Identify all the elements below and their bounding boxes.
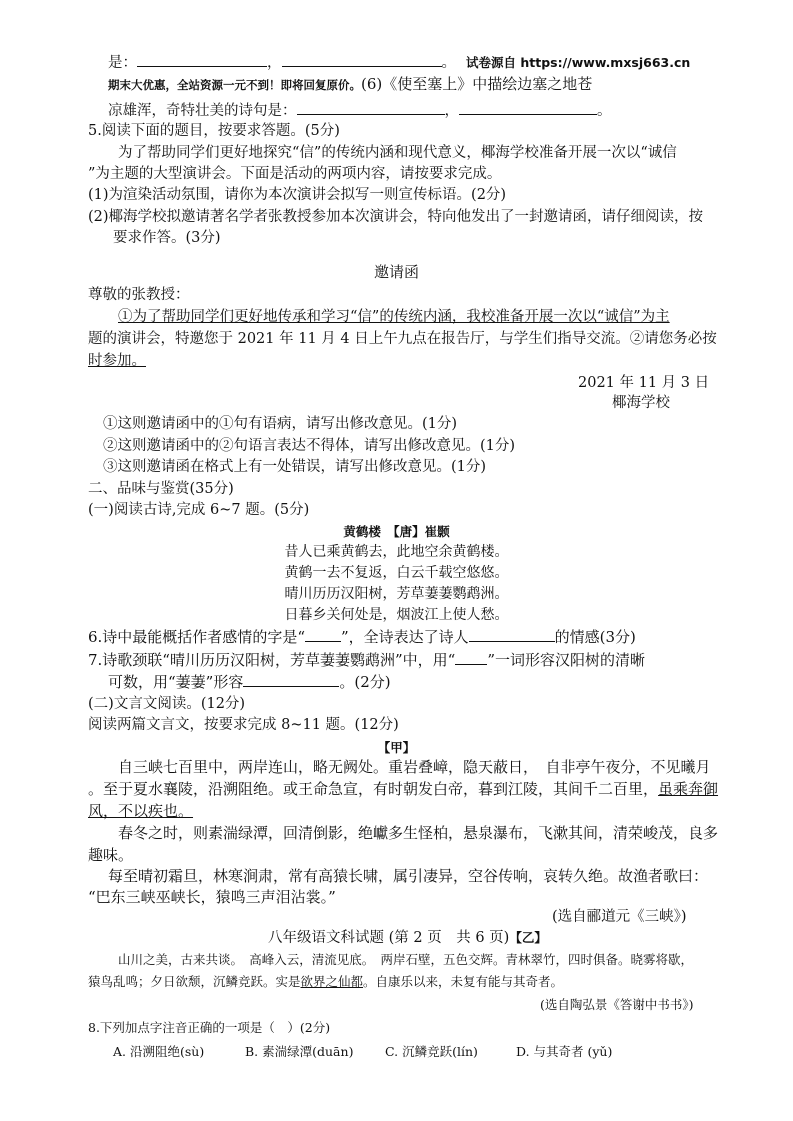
section-2-title: 二、品味与鉴赏(35分) bbox=[88, 481, 234, 497]
jia-p1a: 自三峡七百里中，两岸连山，略无阙处。重岩叠嶂，隐天蔽日， 自非亭午夜分，不见曦月 bbox=[118, 758, 711, 776]
letter-date: 2021 年 11 月 3 日 bbox=[578, 375, 710, 391]
answer-blank bbox=[282, 52, 442, 67]
jia-p3b: “巴东三峡巫峡长，猿鸣三声泪沾裳。” bbox=[88, 888, 336, 906]
yi-p2 bbox=[88, 972, 563, 992]
text: ”，全诗表达了诗人 bbox=[340, 628, 469, 646]
q5-item-3: ③这则邀请函在格式上有一处错误，请写出修改意见。(1分) bbox=[103, 459, 487, 475]
q8-option-d: D. 与其奇者 (yǔ) bbox=[516, 1044, 613, 1059]
part-2-title: (二)文言文阅读。(12分) bbox=[88, 696, 246, 712]
source-watermark: 试卷源自 https://www.mxsj663.cn bbox=[466, 55, 691, 70]
q5-sub-2a: (2)椰海学校拟邀请著名学者张教授参加本次演讲会，特向他发出了一封邀请函，请仔细阅读，按 bbox=[88, 209, 704, 225]
jia-source: (选自郦道元《三峡》) bbox=[552, 909, 687, 925]
q5-item-2: ②这则邀请函中的②句语言表达不得体，请写出修改意见。(1分) bbox=[103, 438, 516, 454]
line-2 bbox=[108, 74, 592, 95]
poem-line-3: 晴川历历汉阳树，芳草萋萋鹦鹉洲。 bbox=[284, 586, 509, 602]
text: 是： bbox=[108, 55, 137, 71]
letter-body-1: ①为了帮助同学们更好地传承和学习“信”的传统内涵，我校准备开展一次以“诚信”为主 bbox=[118, 309, 670, 325]
text: 7.诗歌颈联“晴川历历汉阳树，芳草萋萋鹦鹉洲”中，用“ bbox=[88, 651, 456, 669]
passage-jia-label: 【甲】 bbox=[377, 740, 416, 755]
part-2-intro: 阅读两篇文言文，按要求完成 8~11 题。(12分) bbox=[88, 717, 399, 733]
text: 。至于夏水襄陵，沿溯阻绝。或王命急宣，有时朝发白帝，暮到江陵，其间千二百里， bbox=[88, 780, 659, 798]
letter-salutation: 尊敬的张教授： bbox=[88, 287, 190, 303]
text: 猿鸟乱鸣；夕日欲颓，沉鳞竞跃。实是 bbox=[88, 974, 301, 989]
text: 。 bbox=[441, 55, 456, 71]
yi-p1: 山川之美，古来共谈。 高峰入云，清流见底。 两岸石壁，五色交辉。青林翠竹，四时俱备。晓雾将歇， bbox=[118, 952, 694, 967]
text: ， bbox=[444, 103, 459, 119]
q8-stem: 8.下列加点字注音正确的一项是（ ）(2分) bbox=[88, 1020, 331, 1035]
answer-blank bbox=[455, 650, 487, 665]
letter-body-2 bbox=[88, 329, 717, 349]
letter-body-3: 时参加。 bbox=[88, 353, 146, 369]
text: ， bbox=[267, 55, 282, 71]
promo-text: 期末大优惠，全站资源一元不到！即将回复原价。 bbox=[108, 78, 361, 92]
answer-blank bbox=[243, 672, 339, 687]
text: ”一词形容汉阳树的清晰 bbox=[487, 651, 645, 669]
jia-p1b bbox=[88, 779, 718, 799]
answer-blank bbox=[297, 100, 445, 115]
q8-option-a: A. 沿溯阻绝(sù) bbox=[113, 1044, 205, 1059]
answer-blank bbox=[459, 100, 597, 115]
q7-line-1 bbox=[88, 650, 645, 670]
page-footer bbox=[268, 928, 547, 948]
text: 。(2分) bbox=[339, 673, 391, 691]
q5-sub-1: (1)为渲染活动氛围，请你为本次演讲会拟写一则宣传标语。(2分) bbox=[88, 187, 507, 203]
q5-item-1: ①这则邀请函中的①句有语病，请写出修改意见。(1分) bbox=[103, 416, 458, 432]
yi-source: (选自陶弘景《答谢中书书》) bbox=[540, 997, 694, 1012]
letter-heading: 邀请函 bbox=[373, 263, 419, 281]
text: 6.诗中最能概括作者感情的字是“ bbox=[88, 628, 305, 646]
jia-p3a: 每至晴初霜旦，林寒涧肃，常有高猿长啸，属引凄异，空谷传响，哀转久绝。故渔者歌曰： bbox=[108, 867, 709, 885]
q7-line-2 bbox=[108, 672, 391, 692]
answer-blank bbox=[469, 627, 555, 642]
poem-line-1: 昔人已乘黄鹤去，此地空余黄鹤楼。 bbox=[284, 544, 509, 560]
answer-blank bbox=[305, 627, 341, 642]
q8-option-b: B. 素湍绿潭(duān) bbox=[245, 1044, 354, 1059]
text: 八年级语文科试题 (第 2 页 共 6 页) bbox=[268, 930, 510, 946]
text: 凉雄浑，奇特壮美的诗句是： bbox=[108, 103, 297, 119]
jia-p2b: 趣味。 bbox=[88, 846, 134, 864]
poem-line-2: 黄鹤一去不复返，白云千载空悠悠。 bbox=[284, 565, 509, 581]
answer-blank bbox=[137, 52, 267, 67]
line-1 bbox=[108, 52, 690, 73]
text: 可数，用“萋萋”形容 bbox=[108, 673, 244, 691]
passage-yi-label: 【乙】 bbox=[509, 930, 547, 945]
text: 的情感(3分) bbox=[554, 628, 636, 646]
underlined-text: 欲界之仙都 bbox=[300, 974, 364, 989]
q8-option-c: C. 沉鳞竞跃(lín) bbox=[385, 1044, 478, 1059]
q6 bbox=[88, 627, 636, 647]
q5-intro-2: ”为主题的大型演讲会。下面是活动的两项内容，请按要求完成。 bbox=[88, 166, 502, 182]
text: 。自康乐以来，未复有能与其奇者。 bbox=[363, 974, 564, 989]
letter-signer: 椰海学校 bbox=[612, 395, 670, 411]
q5-intro-1: 为了帮助同学们更好地探究“信”的传统内涵和现代意义，椰海学校准备开展一次以“诚信 bbox=[118, 145, 677, 161]
q5-sub-2b: 要求作答。(3分) bbox=[113, 230, 221, 246]
q5-title: 5.阅读下面的题目，按要求答题。(5分) bbox=[88, 123, 340, 139]
line-3 bbox=[108, 100, 612, 121]
poem-line-4: 日暮乡关何处是，烟波江上使人愁。 bbox=[284, 607, 509, 623]
text: (6)《使至塞上》中描绘边塞之地苍 bbox=[361, 75, 593, 93]
section-2-part-1: (一)阅读古诗,完成 6~7 题。(5分) bbox=[88, 502, 310, 518]
poem-title: 黄鹤楼 【唐】崔颢 bbox=[343, 524, 450, 539]
text: 。 bbox=[597, 103, 612, 119]
jia-p1c: 风，不以疾也。 bbox=[88, 802, 194, 820]
jia-p2a: 春冬之时，则素湍绿潭，回清倒影，绝巘多生怪柏，悬泉瀑布，飞漱其间，清荣峻茂，良多 bbox=[118, 824, 719, 842]
underlined-text: 虽乘奔御 bbox=[658, 780, 719, 798]
text: 题的演讲会，特邀您于 2021 年 11 月 4 日上午九点在报告厅，与学生们指导交流。②请您务必按 bbox=[88, 331, 717, 347]
